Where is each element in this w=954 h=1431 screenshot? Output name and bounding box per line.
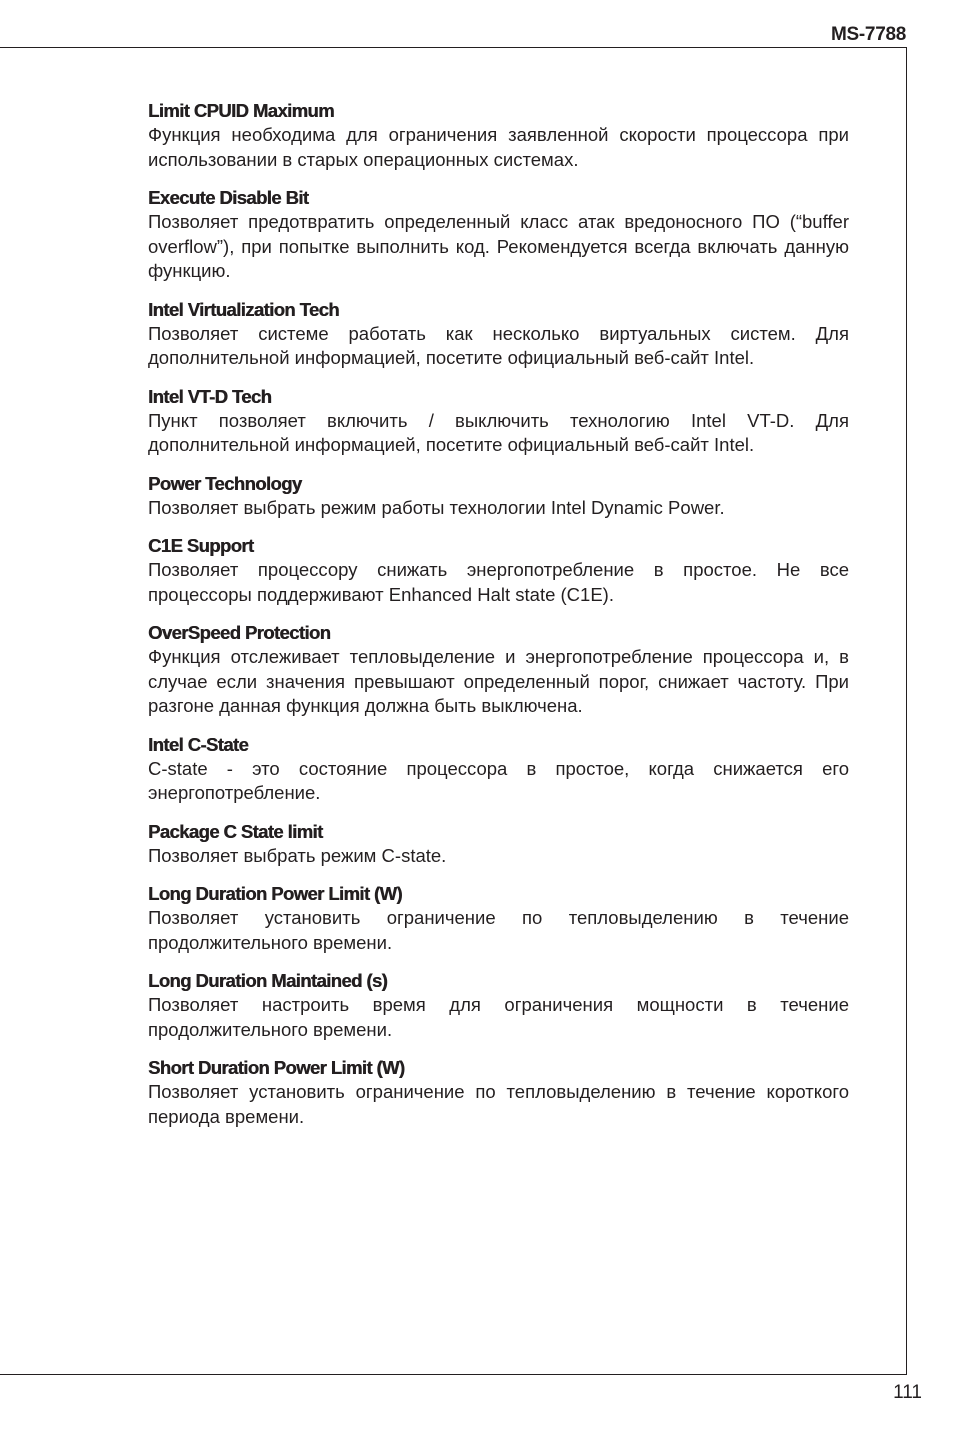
section-title: OverSpeed Protection [148,622,331,643]
section-body: Позволяет установить ограничение по тепловыделению в течение продолжительного времени. [148,907,849,953]
section-title: Short Duration Power Limit (W) [148,1057,405,1078]
section-body: Позволяет предотвратить определенный класс атак вредоносного ПО (“buffer overflow”), при попытке выполнить код. Рекомендуется всегда включать данную функцию. [148,211,849,281]
section-long-duration-power-limit [148,882,849,955]
section-body: Функция отслеживает тепловыделение и энергопотребление процессора и, в случае если значения превышают определенный порог, снижает частоту. При разгоне данная функция должна быть выключена. [148,646,849,716]
section-intel-virtualization-tech [148,298,849,371]
section-long-duration-maintained [148,969,849,1042]
section-power-technology [148,472,849,521]
section-short-duration-power-limit [148,1056,849,1129]
section-title: Intel C-State [148,733,249,755]
section-body: Позволяет выбрать режим C-state. [148,844,447,866]
section-title: C1E Support [148,535,254,556]
section-body: Позволяет настроить время для ограничения мощности в течение продолжительного времени. [148,994,849,1040]
section-body: Позволяет системе работать как несколько виртуальных систем. Для дополнительной информацией, посетите официальный веб-сайт Intel. [148,322,849,368]
section-intel-c-state [148,733,849,806]
bottom-rule [0,1374,907,1375]
section-body: Функция необходима для ограничения заявленной скорости процессора при использовании в старых операционных системах. [148,124,849,170]
section-body: Позволяет установить ограничение по тепловыделению в течение короткого периода времени. [148,1081,849,1127]
section-body: Позволяет процессору снижать энергопотребление в простое. Не все процессоры поддерживают Enhanced Halt state (C1E). [148,559,849,605]
page-number: 111 [893,1382,922,1403]
section-title: Intel Virtualization Tech [148,298,339,320]
section-title: Package C State limit [148,820,323,842]
section-execute-disable-bit [148,186,849,284]
section-package-c-state-limit [148,820,849,869]
section-title: Intel VT-D Tech [148,385,272,407]
section-c1e-support [148,534,849,607]
top-rule [0,47,907,48]
section-overspeed-protection [148,621,849,719]
section-intel-vt-d-tech [148,385,849,458]
section-title: Long Duration Power Limit (W) [148,883,402,904]
section-title: Long Duration Maintained (s) [148,970,388,991]
section-body: C-state - это состояние процессора в простое, когда снижается его энергопотребление. [148,757,849,803]
section-limit-cpuid-maximum [148,99,849,172]
section-title: Execute Disable Bit [148,187,309,208]
section-title: Limit CPUID Maximum [148,100,334,121]
side-rule [906,47,907,1375]
model-label: MS-7788 [831,24,906,45]
section-title: Power Technology [148,472,302,494]
main-content [148,99,849,1143]
section-body: Пункт позволяет включить / выключить технологию Intel VT-D. Для дополнительной информацией, посетите официальный веб-сайт Intel. [148,409,849,455]
section-body: Позволяет выбрать режим работы технологии Intel Dynamic Power. [148,496,725,518]
